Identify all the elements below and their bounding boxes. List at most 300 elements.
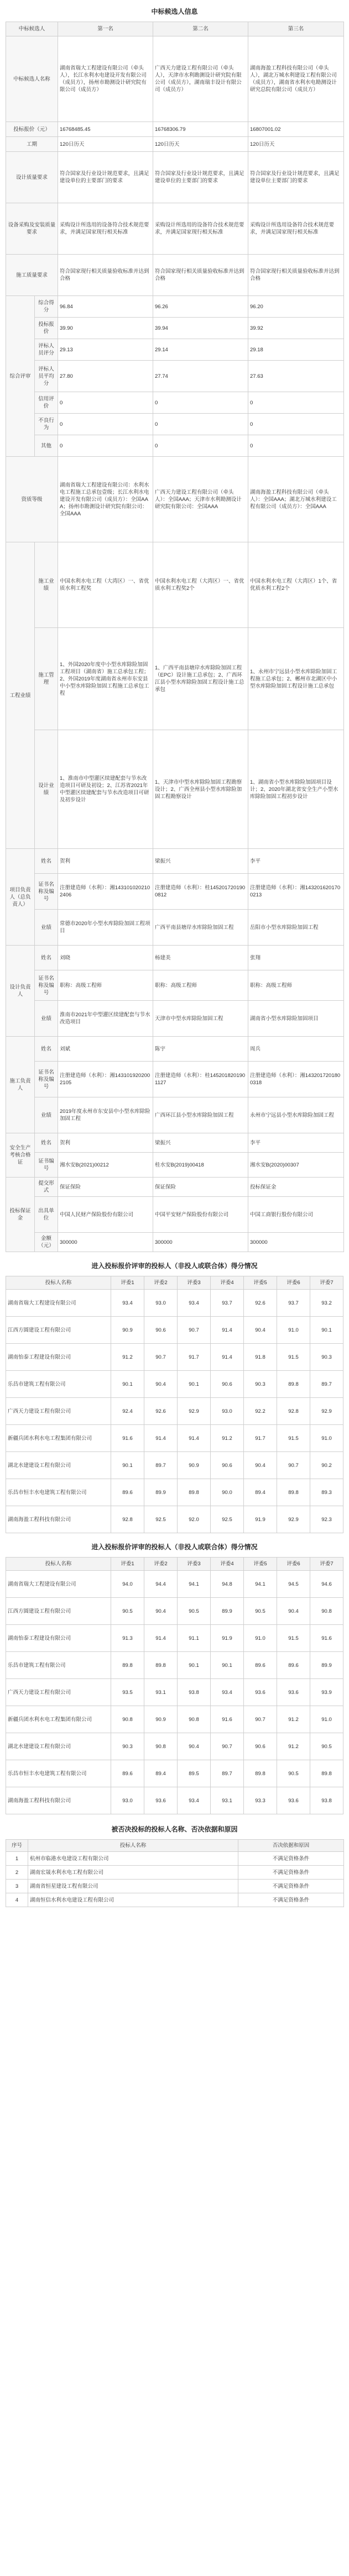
candidate-cell: 李平 (248, 849, 344, 874)
table-row (6, 122, 344, 137)
column-header: 序号 (6, 1840, 28, 1852)
score-cell: 90.5 (178, 1598, 211, 1625)
candidate-cell: 桂水安B(2019)00418 (153, 1153, 248, 1178)
row-label: 姓名 (35, 1133, 58, 1153)
score-cell: 92.2 (244, 1398, 277, 1425)
score-cell: 90.9 (144, 1706, 178, 1733)
score-cell: 90.5 (111, 1598, 144, 1625)
row-label: 姓名 (35, 849, 58, 874)
score-cell: 93.2 (310, 1290, 343, 1317)
score-cell: 91.7 (178, 1344, 211, 1371)
score-cell: 92.8 (111, 1506, 144, 1533)
group-label: 工程业绩 (6, 542, 35, 849)
candidate-cell: 贺利 (58, 849, 153, 874)
score-cell: 91.4 (178, 1425, 211, 1452)
score-cell: 90.0 (211, 1479, 244, 1506)
row-label: 施工业绩 (35, 542, 58, 628)
bidder-name: 湖南省瑞大工程建设有限公司 (6, 1571, 111, 1598)
column-header: 投标人名称 (28, 1840, 238, 1852)
candidate-cell: 39.90 (58, 318, 153, 339)
column-header: 评委1 (111, 1558, 144, 1571)
row-label: 证书编号 (35, 1153, 58, 1178)
group-label: 安全生产考核合格证 (6, 1133, 35, 1178)
candidate-cell: 中国人民财产保险股份有限公司 (58, 1197, 153, 1233)
table-row (6, 1290, 343, 1317)
candidate-cell: 注册建造师（水利）：桂1452018201901127 (153, 1062, 248, 1097)
row-label: 金额（元） (35, 1233, 58, 1252)
candidate-cell: 300000 (58, 1233, 153, 1252)
column-header: 评委2 (144, 1558, 178, 1571)
table-row (6, 1452, 343, 1479)
score-cell: 91.7 (244, 1425, 277, 1452)
candidate-cell: 符合国家及行业设计规范要求，且满足建设单位的主要部门的要求 (153, 152, 248, 203)
candidate-cell: 张翔 (248, 946, 344, 970)
candidate-cell: 注册建造师（水利）：湘1431010202102406 (58, 874, 153, 910)
row-number: 4 (6, 1893, 28, 1907)
candidate-cell: 采购设计所选用的设备符合技术规范要求，并满足国家现行相关标准 (58, 203, 153, 255)
candidate-cell: 120日历天 (248, 137, 344, 152)
candidate-cell: 常德市2020年小型水库除险加固工程项目 (58, 910, 153, 946)
candidate-cell: 注册建造师（水利）：桂1452017201900812 (153, 874, 248, 910)
score-cell: 90.7 (211, 1733, 244, 1760)
table-row (6, 1479, 343, 1506)
table-row (6, 730, 344, 849)
score-cell: 89.7 (144, 1452, 178, 1479)
row-label: 业绩 (35, 910, 58, 946)
bidder-name: 乐昌市恒丰水电建筑工程有限公司 (6, 1760, 111, 1787)
candidate-cell: 刘斌 (58, 1037, 153, 1062)
candidate-cell: 0 (153, 392, 248, 414)
score-cell: 90.4 (178, 1733, 211, 1760)
candidate-cell: 27.63 (248, 361, 344, 392)
group-label: 设计负责人 (6, 946, 35, 1037)
candidate-cell: 0 (58, 414, 153, 435)
score-table-2 (6, 1557, 343, 1814)
bidder-name: 湖北水建建设工程有限公司 (6, 1733, 111, 1760)
score-cell: 92.5 (144, 1506, 178, 1533)
score-cell: 90.4 (144, 1371, 178, 1398)
bidder-name: 湖南怡泰工程建设有限公司 (6, 1625, 111, 1652)
table-row (6, 970, 344, 1001)
table-row (6, 1197, 344, 1233)
row-label: 提交形式 (35, 1178, 58, 1197)
row-label: 设计业绩 (35, 730, 58, 849)
group-label: 项目负责人（总负责人） (6, 849, 35, 946)
score-cell: 91.4 (144, 1625, 178, 1652)
table-row (6, 1706, 343, 1733)
score-cell: 90.3 (111, 1733, 144, 1760)
candidate-cell: 保证保险 (58, 1178, 153, 1197)
score-cell: 90.6 (144, 1317, 178, 1344)
candidate-cell: 符合国家及行业设计规范要求，且满足建设单位的主要部门的要求 (58, 152, 153, 203)
section-title-candidates: 中标候选人信息 (151, 8, 198, 15)
group-label: 综合评审 (6, 296, 35, 457)
score-cell: 91.2 (111, 1344, 144, 1371)
score-cell: 91.0 (244, 1625, 277, 1652)
candidate-cell: 李平 (248, 1133, 344, 1153)
candidate-cell: 天津市中型水库除险加固工程 (153, 1001, 248, 1037)
row-label: 综合得分 (35, 296, 58, 318)
score-cell: 91.0 (277, 1317, 310, 1344)
candidate-cell: 保证保险 (153, 1178, 248, 1197)
bidder-name: 杭州市临港水电建设工程有限公司 (28, 1852, 238, 1866)
candidate-cell: 0 (248, 392, 344, 414)
candidate-cell: 96.26 (153, 296, 248, 318)
bidder-name: 乐昌市恒丰水电建筑工程有限公司 (6, 1479, 111, 1506)
table-row (6, 1679, 343, 1706)
score-cell: 93.7 (211, 1290, 244, 1317)
bidder-name: 新疆兵团水利水电工程集团有限公司 (6, 1425, 111, 1452)
table-row (6, 1893, 344, 1907)
score-cell: 90.4 (144, 1598, 178, 1625)
bidder-name: 湖南宏晟水利水电工程有限公司 (28, 1866, 238, 1880)
candidate-cell: 1、湖南省小型水库除险加固项目设计；2、2020年湖北省安全生产小型水库除险加固工程初步设计 (248, 730, 344, 849)
candidate-cell: 29.18 (248, 339, 344, 361)
table-row (6, 1571, 343, 1598)
table-row (6, 1153, 344, 1178)
score-cell: 90.7 (277, 1452, 310, 1479)
candidate-cell: 0 (153, 435, 248, 457)
column-header: 评委7 (310, 1276, 343, 1290)
table-row (6, 628, 344, 730)
candidate-cell: 广西平南县塘岸水库除险加固工程 (153, 910, 248, 946)
score-cell: 93.6 (277, 1787, 310, 1814)
candidate-cell: 周兵 (248, 1037, 344, 1062)
table-row (6, 1178, 344, 1197)
score-cell: 91.6 (211, 1706, 244, 1733)
score-cell: 93.8 (310, 1787, 343, 1814)
candidate-cell: 1、永州市宁远县小型水库除险加固工程施工总承包；2、郴州市北湖区中小型水库除险加固工程设计施工总承包 (248, 628, 344, 730)
score-cell: 90.1 (178, 1371, 211, 1398)
table-row (6, 1506, 343, 1533)
score-cell: 92.5 (211, 1506, 244, 1533)
score-cell: 91.8 (244, 1344, 277, 1371)
table-row (6, 1317, 343, 1344)
reject-reason: 不满足资格条件 (238, 1852, 344, 1866)
score-cell: 92.3 (310, 1506, 343, 1533)
score-cell: 91.0 (310, 1706, 343, 1733)
candidate-cell: 注册建造师（水利）：湘1431019202002105 (58, 1062, 153, 1097)
score-cell: 90.2 (310, 1452, 343, 1479)
score-cell: 91.5 (277, 1625, 310, 1652)
candidate-cell: 120日历天 (153, 137, 248, 152)
candidate-cell: 39.94 (153, 318, 248, 339)
candidate-cell: 采购设计所选用的设备符合技术规范要求，并满足国家现行相关标准 (153, 203, 248, 255)
candidate-cell: 符合国家现行相关质量验收标准并达到合格 (58, 255, 153, 296)
candidate-cell: 2019年度永州市东安县中小型水库除险加固工程 (58, 1097, 153, 1133)
candidate-cell: 16807001.02 (248, 122, 344, 137)
candidate-cell: 符合国家现行相关质量验收标准并达到合格 (248, 255, 344, 296)
candidate-cell: 300000 (153, 1233, 248, 1252)
score-cell: 90.3 (310, 1344, 343, 1371)
score-cell: 90.7 (244, 1706, 277, 1733)
row-label: 施工质量要求 (6, 255, 58, 296)
column-header: 评委2 (144, 1276, 178, 1290)
table-row (6, 1001, 344, 1037)
column-header: 评委4 (211, 1558, 244, 1571)
candidate-cell: 1、淮南市中型灌区续建配套与节水改造项目可研及初设；2、江苏省2021年中型灌区续建配套与节水改造项目可研及初步设计 (58, 730, 153, 849)
candidate-cell: 采购设计所选用设备符合技术规范要求，并满足国家现行相关标准 (248, 203, 344, 255)
table-row (6, 457, 344, 542)
column-header: 否决依据和原因 (238, 1840, 344, 1852)
candidate-cell: 16768306.79 (153, 122, 248, 137)
score-cell: 90.1 (310, 1317, 343, 1344)
candidate-cell: 中国平安财产保险股份有限公司 (153, 1197, 248, 1233)
score-cell: 89.8 (111, 1652, 144, 1679)
candidate-cell: 0 (58, 435, 153, 457)
score-cell: 89.5 (178, 1760, 211, 1787)
row-label: 姓名 (35, 1037, 58, 1062)
candidate-cell: 符合国家现行相关质量验收标准并达到合格 (153, 255, 248, 296)
rejected-table (6, 1839, 344, 1907)
score-cell: 91.2 (277, 1733, 310, 1760)
column-header: 投标人名称 (6, 1558, 111, 1571)
table-row (6, 255, 344, 296)
score-cell: 93.6 (244, 1679, 277, 1706)
row-label: 姓名 (35, 946, 58, 970)
page (6, 0, 343, 1907)
table-row (6, 1880, 344, 1893)
column-header: 第一名 (58, 22, 153, 36)
candidate-cell: 梁振兴 (153, 849, 248, 874)
row-label: 业绩 (35, 1001, 58, 1037)
bidder-name: 江西方圆建设工程有限公司 (6, 1598, 111, 1625)
score-cell: 92.6 (244, 1290, 277, 1317)
score-cell: 90.4 (244, 1317, 277, 1344)
score-cell: 93.6 (144, 1787, 178, 1814)
score-cell: 93.4 (178, 1787, 211, 1814)
score-cell: 89.4 (144, 1760, 178, 1787)
column-header: 评委7 (310, 1558, 343, 1571)
score-cell: 89.8 (178, 1479, 211, 1506)
score-cell: 89.9 (144, 1479, 178, 1506)
score-cell: 93.1 (144, 1679, 178, 1706)
candidate-cell: 中国水利水电工程（大湾区）1个、省优质水利工程2个 (248, 542, 344, 628)
row-label: 不良行为 (35, 414, 58, 435)
bidder-name: 湖南海盈工程科技有限公司 (6, 1506, 111, 1533)
table-row (6, 1625, 343, 1652)
score-cell: 91.4 (211, 1317, 244, 1344)
row-label: 其他 (35, 435, 58, 457)
score-cell: 94.0 (111, 1571, 144, 1598)
score-cell: 92.0 (178, 1506, 211, 1533)
score-cell: 94.4 (144, 1571, 178, 1598)
score-cell: 90.3 (244, 1371, 277, 1398)
table-row (6, 1233, 344, 1252)
reject-reason: 不满足资格条件 (238, 1893, 344, 1907)
row-number: 1 (6, 1852, 28, 1866)
score-cell: 94.5 (277, 1571, 310, 1598)
score-cell: 93.8 (178, 1679, 211, 1706)
column-header: 评委3 (178, 1558, 211, 1571)
candidate-cell: 120日历天 (58, 137, 153, 152)
candidate-cell: 29.13 (58, 339, 153, 361)
row-label: 设计质量要求 (6, 152, 58, 203)
table-row (6, 361, 344, 392)
score-cell: 93.3 (244, 1787, 277, 1814)
score-cell: 94.8 (211, 1571, 244, 1598)
score-cell: 92.9 (310, 1398, 343, 1425)
score-cell: 93.4 (178, 1290, 211, 1317)
column-header: 第二名 (153, 22, 248, 36)
score-cell: 91.6 (111, 1425, 144, 1452)
column-header: 评委5 (244, 1276, 277, 1290)
score-cell: 89.8 (144, 1652, 178, 1679)
score-cell: 89.8 (244, 1760, 277, 1787)
candidate-table (6, 22, 344, 1252)
column-header: 评委1 (111, 1276, 144, 1290)
bidder-name: 江西方圆建设工程有限公司 (6, 1317, 111, 1344)
candidate-cell: 0 (153, 414, 248, 435)
reject-reason: 不满足资格条件 (238, 1880, 344, 1893)
row-label: 设备采购及安装质量要求 (6, 203, 58, 255)
candidate-cell: 湖南海盈工程科技有限公司（牵头人）：全国AAA；湖北万城水利建设工程有限公司（成员方）：全国AAA (248, 457, 344, 542)
candidate-cell: 湖南海盈工程科技有限公司（牵头人），湖北万城水利建设工程有限公司（成员方），湖南省水利水电勘测设计研究总院有限公司（成员方） (248, 36, 344, 122)
score-cell: 91.6 (310, 1625, 343, 1652)
candidate-cell: 0 (248, 435, 344, 457)
score-cell: 90.1 (111, 1371, 144, 1398)
group-label: 投标保证金 (6, 1178, 35, 1252)
bidder-name: 广西天力建设工程有限公司 (6, 1398, 111, 1425)
score-cell: 92.9 (277, 1506, 310, 1533)
score-cell: 93.0 (111, 1787, 144, 1814)
column-header: 评委4 (211, 1276, 244, 1290)
column-header: 中标候选人 (6, 22, 58, 36)
candidate-cell: 陈宇 (153, 1037, 248, 1062)
score-cell: 94.1 (178, 1571, 211, 1598)
score-cell: 91.4 (211, 1344, 244, 1371)
candidate-cell: 300000 (248, 1233, 344, 1252)
score-cell: 89.3 (310, 1479, 343, 1506)
candidate-cell: 1、广西平南县塘岸水库除险加固工程（EPC）设计施工总承包；2、广西环江县小型水库除险加固工程设计施工总承包 (153, 628, 248, 730)
score-cell: 90.1 (178, 1652, 211, 1679)
candidate-cell: 中国工商银行股份有限公司 (248, 1197, 344, 1233)
candidate-cell: 刘晓 (58, 946, 153, 970)
table-row (6, 1760, 343, 1787)
score-cell: 89.8 (277, 1479, 310, 1506)
score-cell: 91.4 (144, 1425, 178, 1452)
score-cell: 91.5 (277, 1344, 310, 1371)
column-header: 评委6 (277, 1276, 310, 1290)
candidate-cell: 1、天津市中型水库除险加固工程勘察设计；2、广西全州县小型水库除险加固工程勘察设计 (153, 730, 248, 849)
score-cell: 90.1 (111, 1452, 144, 1479)
bidder-name: 湖南恒信水利水电建设工程有限公司 (28, 1893, 238, 1907)
bidder-name: 湖南怡泰工程建设有限公司 (6, 1344, 111, 1371)
table-row (6, 1062, 344, 1097)
group-label: 施工负责人 (6, 1037, 35, 1133)
score-cell: 90.6 (211, 1452, 244, 1479)
table-row (6, 1344, 343, 1371)
candidate-cell: 符合国家及行业设计规范要求，且满足建设单位主要部门的要求 (248, 152, 344, 203)
candidate-cell: 中国水利水电工程（大湾区）一、省优质水利工程奖 (58, 542, 153, 628)
row-label: 评标人员平均分 (35, 361, 58, 392)
score-cell: 93.0 (211, 1398, 244, 1425)
candidate-cell: 27.80 (58, 361, 153, 392)
score-cell: 90.8 (310, 1598, 343, 1625)
score-cell: 90.8 (111, 1706, 144, 1733)
table-row (6, 137, 344, 152)
candidate-cell: 16768485.45 (58, 122, 153, 137)
score-cell: 89.6 (244, 1652, 277, 1679)
candidate-cell: 注册建造师（水利）：湘1432017201800318 (248, 1062, 344, 1097)
table-row (6, 339, 344, 361)
table-row (6, 1133, 344, 1153)
candidate-cell: 杨建美 (153, 946, 248, 970)
column-header: 评委5 (244, 1558, 277, 1571)
candidate-cell: 永州市宁远县小型水库除险加固工程 (248, 1097, 344, 1133)
table-row (6, 392, 344, 414)
score-cell: 92.4 (111, 1398, 144, 1425)
table-row (6, 435, 344, 457)
row-label: 证书名称及编号 (35, 874, 58, 910)
candidate-cell: 0 (58, 392, 153, 414)
score-cell: 93.6 (277, 1679, 310, 1706)
row-label: 施工管理 (35, 628, 58, 730)
candidate-cell: 广西天力建设工程有限公司（牵头人）：全国AAA；天津市水利勘测设计研究院有限公司：全国AAA (153, 457, 248, 542)
score-cell: 94.1 (244, 1571, 277, 1598)
score-cell: 93.7 (277, 1290, 310, 1317)
score-cell: 93.0 (144, 1290, 178, 1317)
section-title-score-1: 进入投标报价评审的投标人（非投人或联合体）得分情况 (91, 1262, 258, 1270)
candidate-cell: 职称：高级工程师 (153, 970, 248, 1001)
table-row (6, 1598, 343, 1625)
candidate-cell: 投标保证金 (248, 1178, 344, 1197)
score-cell: 89.6 (277, 1652, 310, 1679)
score-cell: 90.8 (178, 1706, 211, 1733)
candidate-cell: 注册建造师（水利）：湘1432016201700213 (248, 874, 344, 910)
candidate-cell: 中国水利水电工程（大湾区）一、省优质水利工程奖2个 (153, 542, 248, 628)
score-cell: 90.4 (277, 1598, 310, 1625)
section-title-rejected: 被否决投标的投标人名称、否决依据和原因 (111, 1825, 238, 1833)
score-cell: 92.6 (144, 1398, 178, 1425)
score-cell: 90.5 (277, 1760, 310, 1787)
score-cell: 92.8 (277, 1398, 310, 1425)
score-cell: 90.7 (178, 1317, 211, 1344)
score-cell: 90.7 (144, 1344, 178, 1371)
bidder-name: 湖南海盈工程科技有限公司 (6, 1787, 111, 1814)
candidate-cell: 湘水安B(2021)00212 (58, 1153, 153, 1178)
column-header: 评委3 (178, 1276, 211, 1290)
row-label: 工期 (6, 137, 58, 152)
candidate-cell: 0 (248, 414, 344, 435)
row-number: 2 (6, 1866, 28, 1880)
score-cell: 93.5 (111, 1679, 144, 1706)
bidder-name: 乐昌市建筑工程有限公司 (6, 1652, 111, 1679)
column-header: 评委6 (277, 1558, 310, 1571)
row-label: 投标报价（元） (6, 122, 58, 137)
candidate-cell: 湖南省瑞大工程建设有限公司：水利水电工程施工总承包壹级；长江水利水电建设开发有限公司（成员方）：全国AAA；扬州市勘测设计研究院有限公司：全国AAA (58, 457, 153, 542)
candidate-cell: 广西天力建设工程有限公司（牵头人），天津市水利勘测设计研究院有限公司（成员方），湖南瑞丰设计有限公司（成员方） (153, 36, 248, 122)
bidder-name: 湖南省恒星建设工程有限公司 (28, 1880, 238, 1893)
score-cell: 91.9 (244, 1506, 277, 1533)
score-cell: 90.1 (211, 1652, 244, 1679)
table-row (6, 296, 344, 318)
table-row (6, 874, 344, 910)
score-cell: 90.4 (244, 1452, 277, 1479)
table-row (6, 36, 344, 122)
table-row (6, 1037, 344, 1062)
score-cell: 90.6 (211, 1371, 244, 1398)
score-cell: 90.5 (244, 1598, 277, 1625)
table-row (6, 152, 344, 203)
score-cell: 93.9 (310, 1679, 343, 1706)
table-row (6, 203, 344, 255)
candidate-cell: 96.84 (58, 296, 153, 318)
table-row (6, 414, 344, 435)
candidate-cell: 岳阳市小型水库除险加固工程 (248, 910, 344, 946)
score-cell: 90.9 (178, 1452, 211, 1479)
candidate-cell: 29.14 (153, 339, 248, 361)
